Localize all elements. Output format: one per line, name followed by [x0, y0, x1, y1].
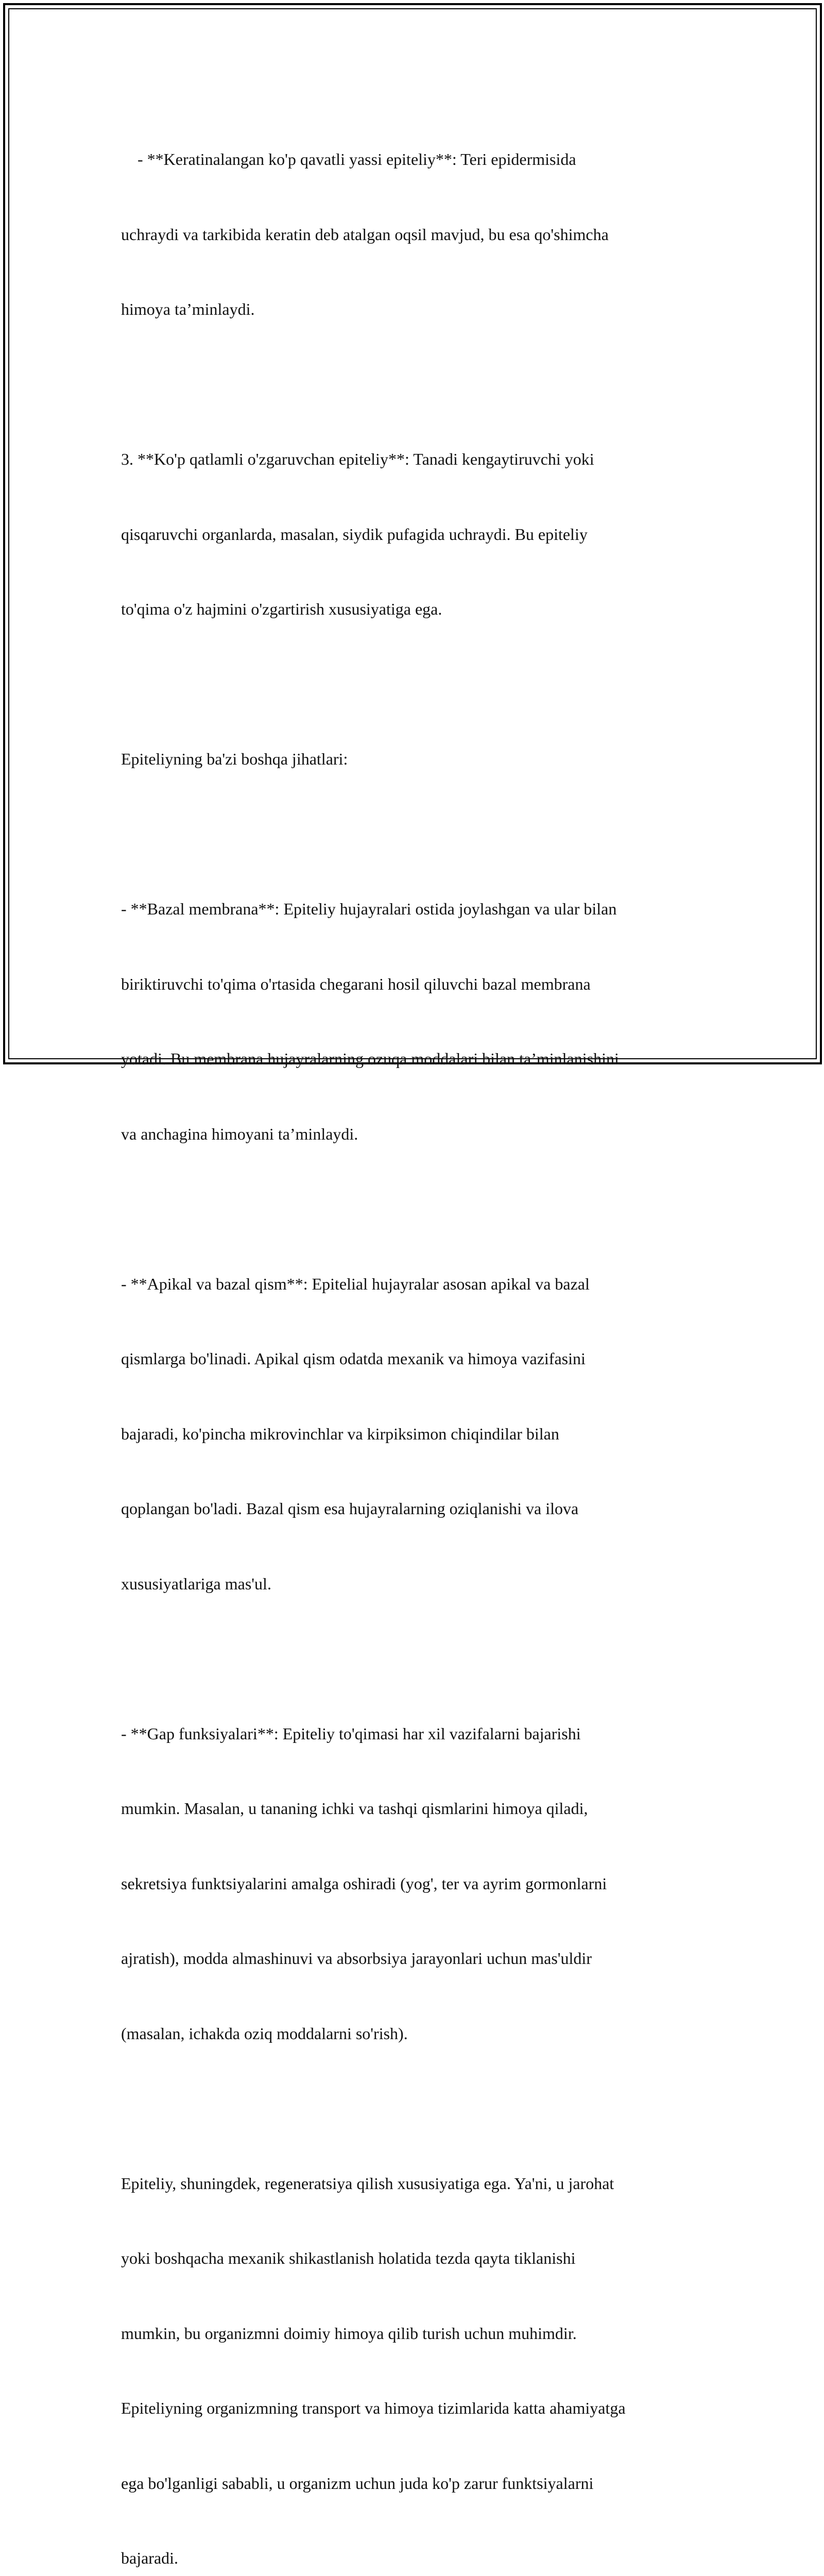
paragraph-transitional-epithelium [121, 397, 718, 672]
text-line: Epiteliy, shuningdek, regeneratsiya qilish xususiyatiga ega. Ya'ni, u jarohat [121, 2171, 718, 2196]
text-line: yotadi. Bu membrana hujayralarning ozuqa moddalari bilan ta’minlanishini [121, 1046, 718, 1072]
text-line: - **Apikal va bazal qism**: Epitelial hujayralar asosan apikal va bazal [121, 1272, 718, 1297]
paragraph-basal-membrane [121, 846, 718, 1196]
text-line: - **Gap funksiyalari**: Epiteliy to'qimasi har xil vazifalarni bajarishi [121, 1721, 718, 1747]
paragraph-apical-basal [121, 1222, 718, 1647]
text-line: qisqaruvchi organlarda, masalan, siydik pufagida uchraydi. Bu epiteliy [121, 522, 718, 547]
text-line: 3. **Ko'p qatlamli o'zgaruvchan epiteliy**: Tanadi kengaytiruvchi yoki [121, 447, 718, 472]
text-line: sekretsiya funktsiyalarini amalga oshiradi (yog', ter va ayrim gormonlarni [121, 1871, 718, 1896]
text-line: mumkin. Masalan, u tananing ichki va tashqi qismlarini himoya qiladi, [121, 1796, 718, 1821]
text-line: to'qima o'z hajmini o'zgartirish xususiyatiga ega. [121, 597, 718, 622]
text-line: yoki boshqacha mexanik shikastlanish holatida tezda qayta tiklanishi [121, 2246, 718, 2271]
text-line: ajratish), modda almashinuvi va absorbsiya jarayonlari uchun mas'uldir [121, 1946, 718, 1971]
text-line: bajaradi. [121, 2546, 718, 2571]
text-line: - **Keratinalangan ko'p qavatli yassi epiteliy**: Teri epidermisida [121, 147, 718, 172]
text-line: qismlarga bo'linadi. Apikal qism odatda mexanik va himoya vazifasini [121, 1346, 718, 1371]
paragraph-keratinized-epithelium [121, 97, 718, 372]
text-line: mumkin, bu organizmni doimiy himoya qilib turish uchun muhimdir. [121, 2321, 718, 2346]
text-line: qoplangan bo'ladi. Bazal qism esa hujayralarning oziqlanishi va ilova [121, 1496, 718, 1521]
document-body [121, 97, 718, 2576]
text-line: Epiteliyning organizmning transport va himoya tizimlarida katta ahamiyatga [121, 2396, 718, 2421]
text-line: biriktiruvchi to'qima o'rtasida chegarani hosil qiluvchi bazal membrana [121, 972, 718, 997]
paragraph-other-aspects-heading [121, 697, 718, 822]
text-line: bajaradi, ko'pincha mikrovinchlar va kirpiksimon chiqindilar bilan [121, 1421, 718, 1447]
text-line: Epiteliyning ba'zi boshqa jihatlari: [121, 747, 718, 772]
paragraph-functions [121, 1671, 718, 2096]
text-line: ega bo'lganligi sababli, u organizm uchun juda ko'p zarur funktsiyalarni [121, 2471, 718, 2496]
text-line: himoya ta’minlaydi. [121, 297, 718, 322]
text-line: uchraydi va tarkibida keratin deb atalgan oqsil mavjud, bu esa qo'shimcha [121, 222, 718, 247]
text-line: va anchagina himoyani ta’minlaydi. [121, 1122, 718, 1147]
paragraph-regeneration [121, 2121, 718, 2576]
text-line: - **Bazal membrana**: Epiteliy hujayralari ostida joylashgan va ular bilan [121, 896, 718, 922]
text-line: xususiyatlariga mas'ul. [121, 1571, 718, 1597]
text-line: (masalan, ichakda oziq moddalarni so'rish). [121, 2021, 718, 2046]
